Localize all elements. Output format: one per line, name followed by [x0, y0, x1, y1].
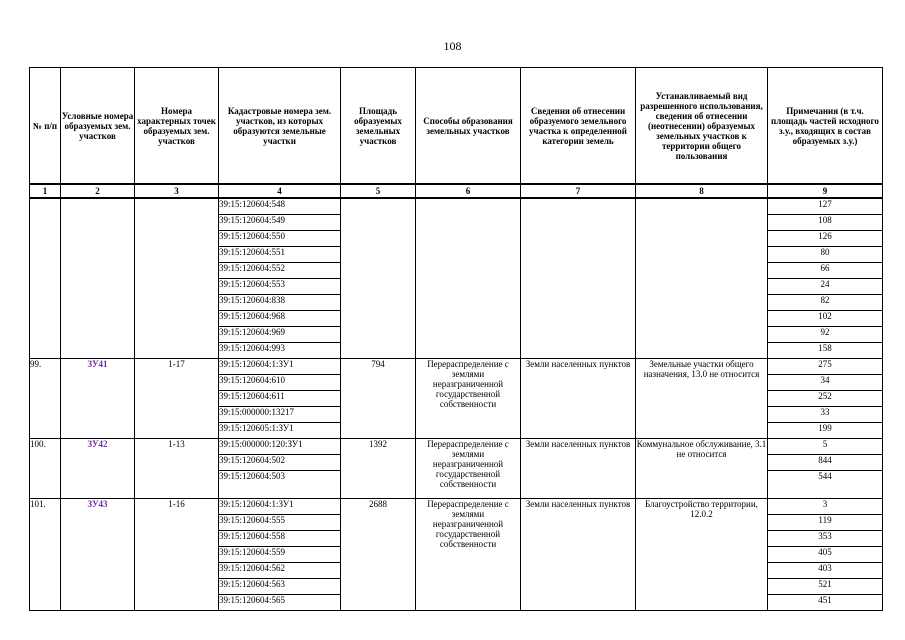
- col-header-use: Устанавливаемый вид разрешенного использования, сведения об отнесении (неотнесении) образуемых земельных участков к территории общего пользования: [636, 68, 768, 185]
- col-number: 9: [768, 184, 883, 198]
- cell-cadastral: 39:15:120604:552: [219, 263, 341, 279]
- cell-cadastral: 39:15:120604:553: [219, 279, 341, 295]
- cell-note: 108: [768, 215, 883, 231]
- col-header-category: Сведения об отнесении образуемого земельного участка к определенной категории земель: [521, 68, 636, 185]
- cell-cadastral: 39:15:120604:611: [219, 391, 341, 407]
- col-number: 3: [135, 184, 219, 198]
- cell-cadastral: 39:15:120604:551: [219, 247, 341, 263]
- cell-cadastral: 39:15:120604:1:ЗУ1: [219, 499, 341, 515]
- col-header-zu: Условные номера образуемых зем. участков: [61, 68, 135, 185]
- cell-method: Перераспределение с землями неразграниченной государственной собственности: [416, 439, 521, 499]
- cell-note: 521: [768, 579, 883, 595]
- col-header-notes: Примечания (в т.ч. площадь частей исходного з.у., входящих в состав образуемых з.у.): [768, 68, 883, 185]
- cell-num: 99.: [30, 359, 61, 439]
- col-header-cadastral: Кадастровые номера зем. участков, из которых образуются земельные участки: [219, 68, 341, 185]
- cell-note: 353: [768, 531, 883, 547]
- table-row: [30, 499, 883, 515]
- cell-num: [30, 198, 61, 359]
- col-number: 2: [61, 184, 135, 198]
- cell-cadastral: 39:15:120604:563: [219, 579, 341, 595]
- cell-category: Земли населенных пунктов: [521, 499, 636, 611]
- cell-cadastral: 39:15:000000:13217: [219, 407, 341, 423]
- cell-points: 1-17: [135, 359, 219, 439]
- cell-cadastral: 39:15:120604:565: [219, 595, 341, 611]
- cell-note: 252: [768, 391, 883, 407]
- cell-cadastral: 39:15:120604:549: [219, 215, 341, 231]
- cell-note: 451: [768, 595, 883, 611]
- cell-area: 2688: [341, 499, 416, 611]
- table-row: [30, 198, 883, 215]
- cell-note: 24: [768, 279, 883, 295]
- col-header-num: № п/п: [30, 68, 61, 185]
- cell-use: Земельные участки общего назначения, 13.0 не относится: [636, 359, 768, 439]
- cell-note: 92: [768, 327, 883, 343]
- cell-points: [135, 198, 219, 359]
- cell-cadastral: 39:15:120604:993: [219, 343, 341, 359]
- cell-note: 844: [768, 455, 883, 471]
- col-number: 1: [30, 184, 61, 198]
- cell-use: Благоустройство территории, 12.0.2: [636, 499, 768, 611]
- col-header-points: Номера характерных точек образуемых зем. участков: [135, 68, 219, 185]
- cell-zu: ЗУ42: [61, 439, 135, 499]
- column-number-row: [30, 184, 883, 198]
- cell-category: Земли населенных пунктов: [521, 359, 636, 439]
- cell-method: Перераспределение с землями неразграниченной государственной собственности: [416, 359, 521, 439]
- cell-cadastral: 39:15:120604:562: [219, 563, 341, 579]
- cell-note: 34: [768, 375, 883, 391]
- cell-note: 126: [768, 231, 883, 247]
- table-row: [30, 439, 883, 455]
- cell-use: Коммунальное обслуживание, 3.1 не относится: [636, 439, 768, 499]
- cell-num: 100.: [30, 439, 61, 499]
- cell-note: 403: [768, 563, 883, 579]
- cell-zu: ЗУ41: [61, 359, 135, 439]
- cell-cadastral: 39:15:000000:120:ЗУ1: [219, 439, 341, 455]
- cell-cadastral: 39:15:120604:555: [219, 515, 341, 531]
- cell-area: 794: [341, 359, 416, 439]
- header-row: [30, 68, 883, 185]
- cell-cadastral: 39:15:120604:503: [219, 471, 341, 499]
- cell-zu: ЗУ43: [61, 499, 135, 611]
- cell-category: Земли населенных пунктов: [521, 439, 636, 499]
- col-number: 5: [341, 184, 416, 198]
- cell-zu: [61, 198, 135, 359]
- cell-note: 199: [768, 423, 883, 439]
- cell-note: 33: [768, 407, 883, 423]
- cell-note: 80: [768, 247, 883, 263]
- cell-points: 1-13: [135, 439, 219, 499]
- col-number: 6: [416, 184, 521, 198]
- cell-note: 5: [768, 439, 883, 455]
- cell-note: 158: [768, 343, 883, 359]
- cell-note: 119: [768, 515, 883, 531]
- cell-note: 3: [768, 499, 883, 515]
- cell-note: 405: [768, 547, 883, 563]
- cell-note: 544: [768, 471, 883, 499]
- cell-method: [416, 198, 521, 359]
- cell-cadastral: 39:15:120605:1:ЗУ1: [219, 423, 341, 439]
- cell-note: 127: [768, 198, 883, 215]
- col-header-method: Способы образования земельных участков: [416, 68, 521, 185]
- cell-cadastral: 39:15:120604:1:ЗУ1: [219, 359, 341, 375]
- cell-note: 82: [768, 295, 883, 311]
- col-header-area: Площадь образуемых земельных участков: [341, 68, 416, 185]
- table-row: [30, 359, 883, 375]
- cell-area: [341, 198, 416, 359]
- cell-cadastral: 39:15:120604:968: [219, 311, 341, 327]
- cell-cadastral: 39:15:120604:502: [219, 455, 341, 471]
- cell-note: 102: [768, 311, 883, 327]
- cell-note: 275: [768, 359, 883, 375]
- col-number: 8: [636, 184, 768, 198]
- col-number: 4: [219, 184, 341, 198]
- land-plots-table: [29, 67, 883, 611]
- cell-area: 1392: [341, 439, 416, 499]
- cell-cadastral: 39:15:120604:559: [219, 547, 341, 563]
- cell-cadastral: 39:15:120604:550: [219, 231, 341, 247]
- cell-category: [521, 198, 636, 359]
- cell-cadastral: 39:15:120604:610: [219, 375, 341, 391]
- cell-use: [636, 198, 768, 359]
- col-number: 7: [521, 184, 636, 198]
- cell-method: Перераспределение с землями неразграниченной государственной собственности: [416, 499, 521, 611]
- cell-cadastral: 39:15:120604:558: [219, 531, 341, 547]
- cell-note: 66: [768, 263, 883, 279]
- cell-cadastral: 39:15:120604:969: [219, 327, 341, 343]
- cell-cadastral: 39:15:120604:548: [219, 198, 341, 215]
- cell-num: 101.: [30, 499, 61, 611]
- page-number: 108: [443, 39, 462, 53]
- cell-cadastral: 39:15:120604:838: [219, 295, 341, 311]
- cell-points: 1-16: [135, 499, 219, 611]
